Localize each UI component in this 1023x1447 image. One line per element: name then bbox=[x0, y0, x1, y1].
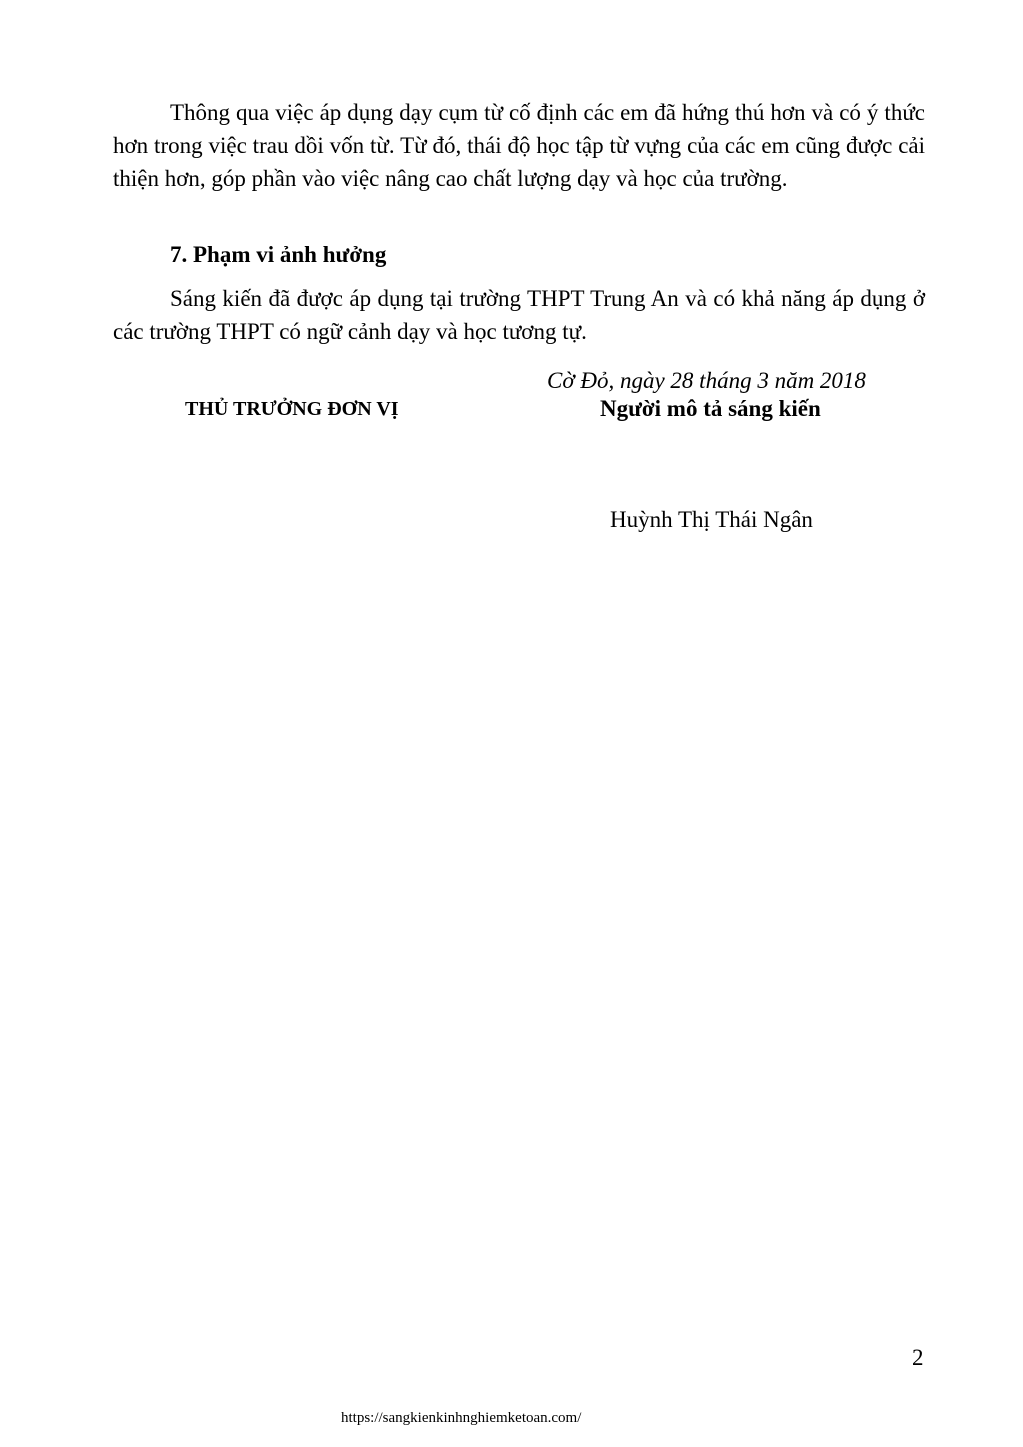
section-heading: 7. Phạm vi ảnh hưởng bbox=[170, 242, 387, 267]
footer-url: https://sangkienkinhnghiemketoan.com/ bbox=[341, 1410, 582, 1426]
author-title: Người mô tả sáng kiến bbox=[600, 396, 821, 421]
body-paragraph-2: Sáng kiến đã được áp dụng tại trường THPT Trung An và có khả năng áp dụng ở các trường THPT có ngữ cảnh dạy và học tương tự. bbox=[113, 286, 925, 344]
place-date-line: Cờ Đỏ, ngày 28 tháng 3 năm 2018 bbox=[547, 368, 866, 393]
unit-head-title: THỦ TRƯỞNG ĐƠN VỊ bbox=[185, 398, 399, 420]
signer-name: Huỳnh Thị Thái Ngân bbox=[610, 507, 813, 532]
body-paragraph-1: Thông qua việc áp dụng dạy cụm từ cố định các em đã hứng thú hơn và có ý thức hơn trong việc trau dồi vốn từ. Từ đó, thái độ học tập từ vựng của các em cũng được cải thiện hơn, góp phần vào việc nâng cao chất lượng dạy và học của trường. bbox=[113, 100, 925, 191]
page-number: 2 bbox=[912, 1345, 924, 1370]
